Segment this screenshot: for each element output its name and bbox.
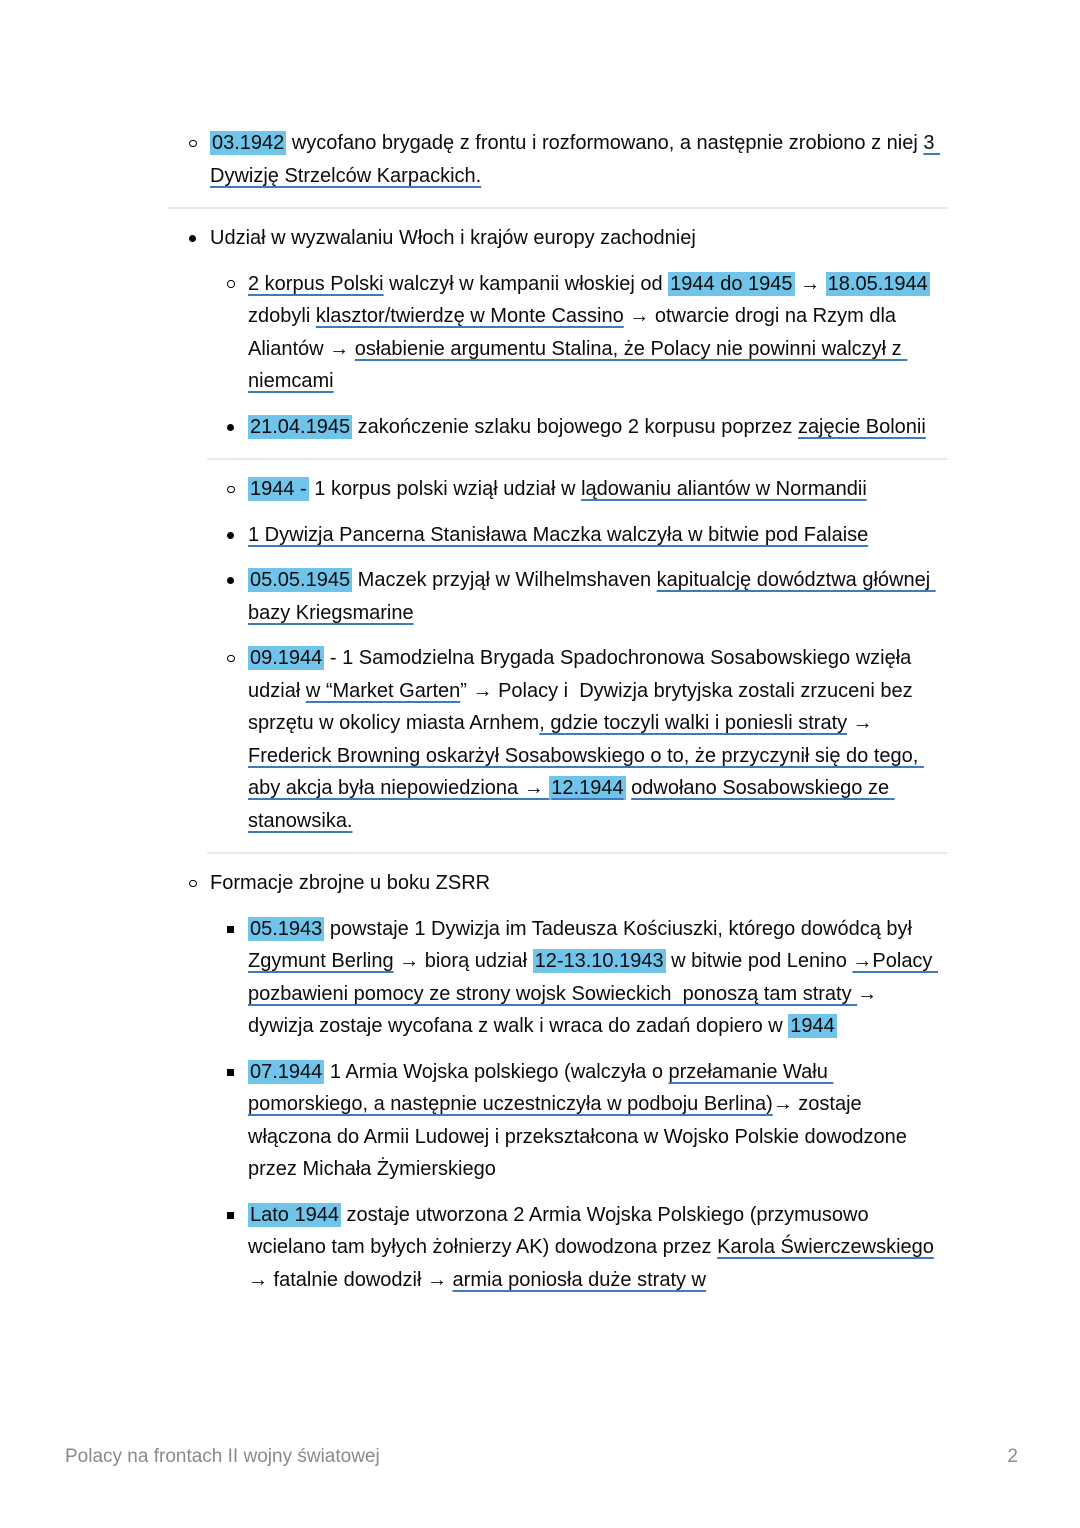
list-item: [0, 411, 947, 444]
underlined-text: 2 korpus Polski: [248, 272, 384, 295]
bullet-disc-icon: [220, 519, 248, 552]
list-item-text: [248, 564, 947, 629]
list-item: [0, 127, 947, 192]
bullet-square-icon: [220, 1199, 248, 1297]
list-item-text: [248, 411, 947, 444]
text-segment: 1 Armia Wojska polskiego (walczyła o: [324, 1060, 669, 1083]
underlined-text: przełamanie Wału pomorskiego, a następnie uczestniczyła w podboju Berlina): [248, 1060, 834, 1115]
list-item: [0, 642, 947, 837]
list-item: [0, 564, 947, 629]
list-item-text: [210, 867, 947, 900]
list-item: [0, 1056, 947, 1186]
divider: [207, 458, 947, 460]
date-highlight: 1944: [790, 1015, 835, 1037]
underlined-text: 3 Dywizję Strzelców Karpackich.: [210, 132, 941, 187]
bullet-square-icon: [220, 913, 248, 1043]
date-highlight-underlined: 12.1944: [551, 777, 624, 799]
list-item: [0, 519, 947, 552]
list-item-text: [210, 222, 947, 255]
divider: [207, 852, 947, 854]
date-highlight: 05.05.1945: [250, 569, 351, 591]
underlined-text: lądowaniu aliantów w Normandii: [581, 478, 867, 500]
list-item: [0, 867, 947, 900]
underlined-text: , gdzie toczyli walki i poniesli straty: [539, 712, 848, 734]
list-item: [0, 473, 947, 506]
text-segment: zdobyli: [248, 272, 936, 327]
divider: [168, 207, 947, 209]
text-segment: w bitwie pod Lenino: [665, 950, 853, 972]
bullet-disc-icon: [220, 411, 248, 444]
list-item: [0, 913, 947, 1043]
page-footer: [65, 1446, 1018, 1468]
text-segment: → dywizja zostaje wycofana z walk i wraca do zadań dopiero w: [248, 982, 883, 1037]
date-highlight: 07.1944: [250, 1060, 323, 1083]
underlined-text: Frederick Browning oskarżył Sosabowskiego o to, że przyczynił się do tego, aby akcja była niepowiedziona →: [248, 744, 924, 799]
list-item-text: [248, 519, 947, 552]
bullet-circle-icon: [220, 473, 248, 506]
date-highlight: 21.04.1945: [250, 415, 351, 438]
underlined-text: kapitualcję dowództwa głównej bazy Kriegsmarine: [248, 569, 936, 624]
list-item-text: [210, 127, 947, 192]
underlined-text: Zgymunt Berling: [248, 950, 394, 972]
list-item-text: [248, 1199, 947, 1297]
underlined-text: w “Market Garten: [305, 679, 461, 702]
date-highlight: 1944 -: [250, 478, 307, 500]
date-highlight: 1944 do 1945: [670, 272, 793, 295]
text-segment: Formacje zbrojne u boku ZSRR: [210, 872, 491, 894]
bullet-circle-icon: [182, 127, 210, 192]
text-segment: powstaje 1 Dywizja im Tadeusza Kościuszki, którego dowódcą był: [324, 917, 918, 940]
date-highlight: 05.1943: [250, 917, 323, 940]
underlined-text: klasztor/twierdzę w Monte Cassino: [315, 305, 624, 327]
text-segment: →: [794, 272, 826, 295]
list-item: [0, 1199, 947, 1297]
date-highlight: 12-13.10.1943: [534, 950, 664, 972]
date-highlight: 18.05.1944: [827, 272, 928, 295]
text-segment: walczył w kampanii włoskiej od: [383, 272, 669, 295]
text-segment: zakończenie szlaku bojowego 2 korpusu poprzez: [352, 415, 798, 438]
list-item-text: [248, 268, 947, 398]
underlined-text: 1 Dywizja Pancerna Stanisława Maczka walczyła w bitwie pod Falaise: [248, 523, 869, 546]
date-highlight: 09.1944: [250, 647, 323, 669]
text-segment: → otwarcie drogi na Rzym dla Aliantów →: [248, 305, 901, 360]
text-segment: → zostaje włączona do Armii Ludowej i przekształcona w Wojsko Polskie dowodzone przez Michała Żymierskiego: [248, 1093, 913, 1180]
text-segment: wycofano brygadę z frontu i rozformowano, a następnie zrobiono z niej: [286, 132, 924, 154]
underlined-text: odwołano Sosabowskiego ze stanowsika.: [248, 777, 895, 832]
list-item-text: [248, 642, 947, 837]
bullet-circle-icon: [220, 268, 248, 398]
date-highlight: 03.1942: [212, 132, 285, 154]
bullet-square-icon: [220, 1056, 248, 1186]
list-item: [0, 222, 947, 255]
bullet-disc-icon: [182, 222, 210, 255]
bullet-circle-icon: [182, 867, 210, 900]
text-segment: 1 korpus polski wziął udział w: [308, 478, 582, 500]
text-segment: ” → Polacy i Dywizja brytyjska zostali zrzuceni bez sprzętu w okolicy miasta Arnhem: [248, 679, 919, 734]
underlined-text: →Polacy pozbawieni pomocy ze strony wojsk Sowieckich ponoszą tam straty: [248, 950, 938, 1005]
list-item: [0, 268, 947, 398]
list-item-text: [248, 1056, 947, 1186]
text-segment: Udział w wyzwalaniu Włoch i krajów europy zachodniej: [210, 227, 696, 249]
underlined-text: armia poniosła duże straty w: [452, 1268, 706, 1291]
text-segment: →: [847, 712, 879, 734]
date-highlight: Lato 1944: [250, 1203, 339, 1226]
underlined-text: Karola Świerczewskiego: [717, 1236, 934, 1258]
text-segment: → fatalnie dowodził →: [248, 1236, 940, 1291]
underlined-text: osłabienie argumentu Stalina, że Polacy nie powinni walczył z niemcami: [248, 337, 908, 392]
footer-title: Polacy na frontach II wojny światowej: [65, 1446, 380, 1467]
bullet-disc-icon: [220, 564, 248, 629]
text-segment: zostaje utworzona 2 Armia Wojska Polskiego (przymusowo wcielano tam byłych żołnierzy AK) dowodzona przez: [248, 1203, 875, 1258]
underlined-text: zajęcie Bolonii: [797, 415, 926, 438]
list-item-text: [248, 473, 947, 506]
text-segment: - 1 Samodzielna Brygada Spadochronowa Sosabowskiego wzięła udział: [248, 647, 917, 702]
bullet-circle-icon: [220, 642, 248, 837]
document-body: [0, 127, 947, 1296]
list-item-text: [248, 913, 947, 1043]
page-number: 2: [1007, 1446, 1018, 1467]
text-segment: → biorą udział: [393, 950, 533, 972]
text-segment: Maczek przyjął w Wilhelmshaven: [352, 569, 657, 591]
